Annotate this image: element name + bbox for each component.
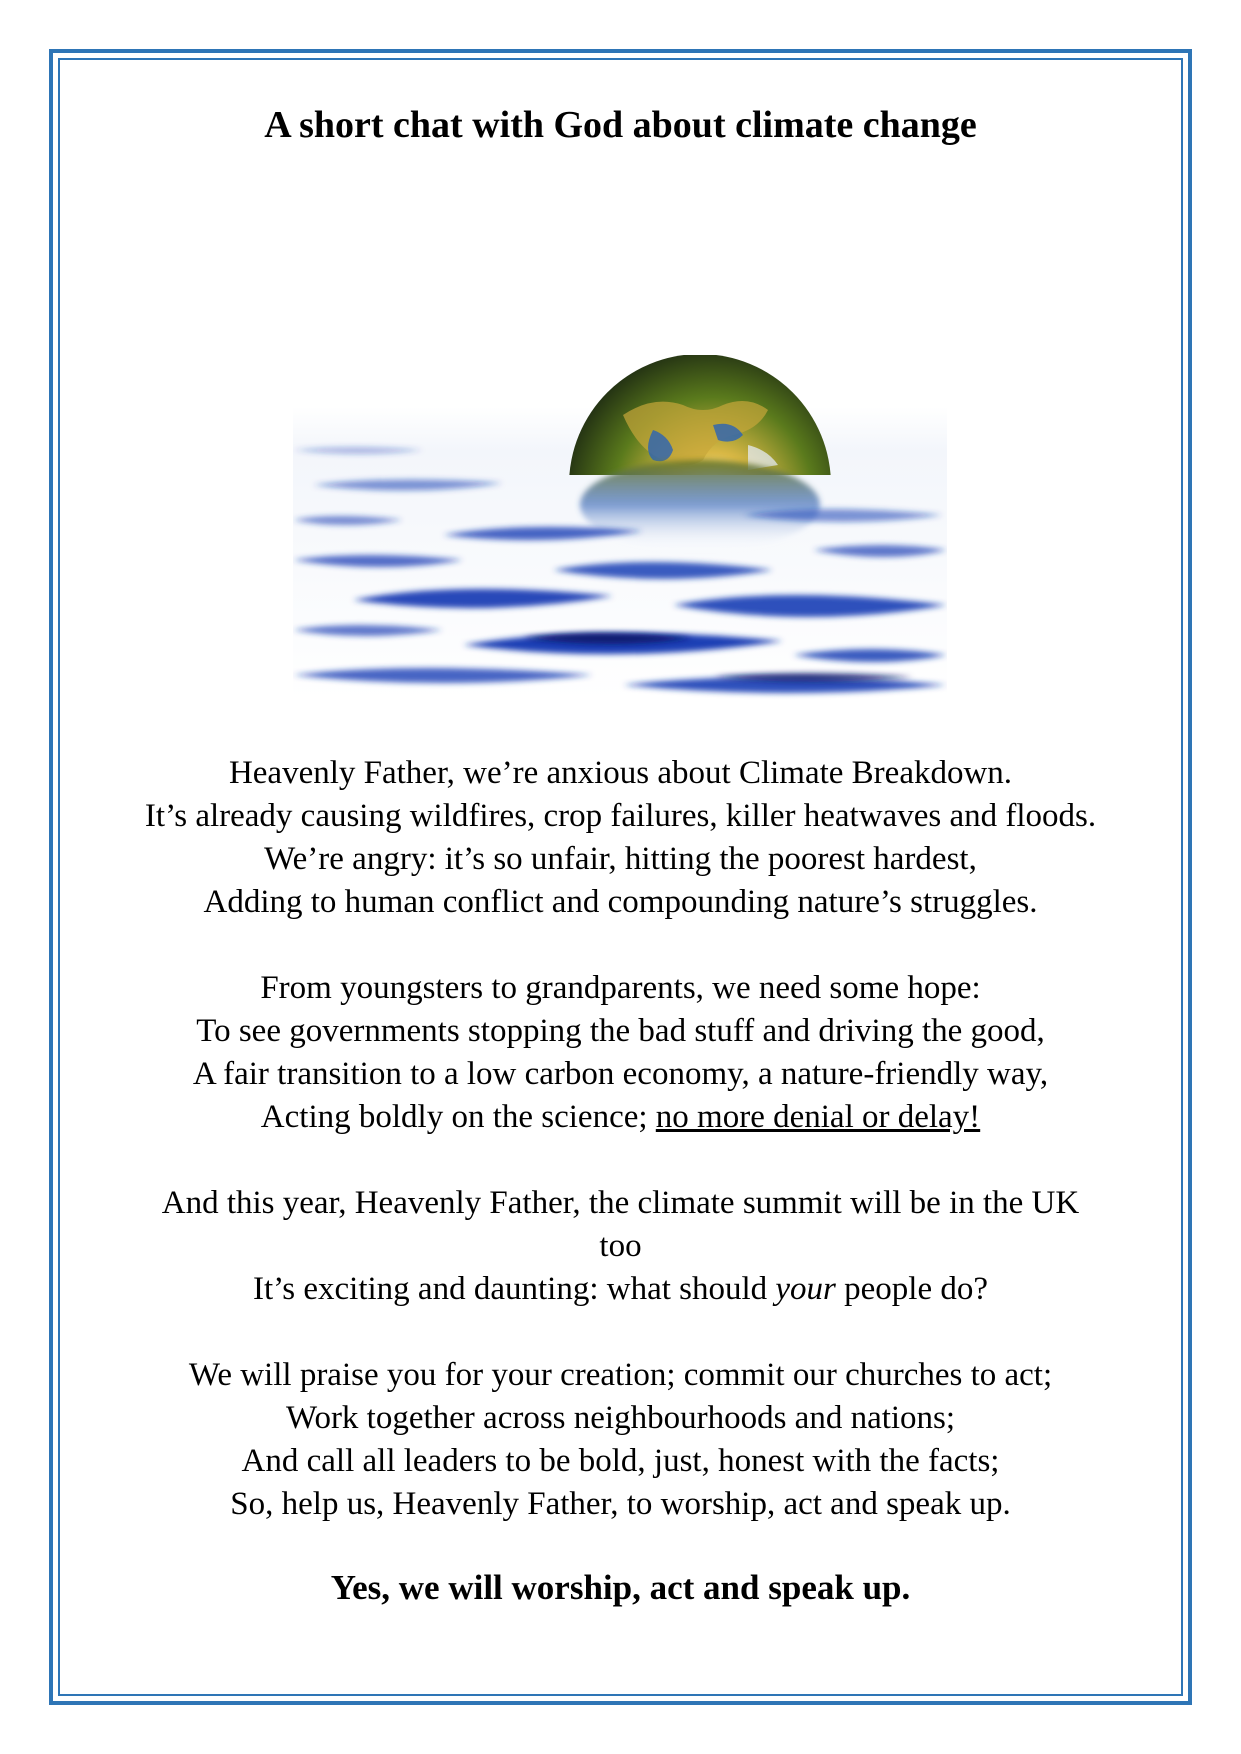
globe-in-water-image — [293, 355, 947, 700]
poem-line-text: It’s exciting and daunting: what should — [252, 1271, 776, 1307]
poem-line — [62, 1268, 1179, 1311]
poem-line: We will praise you for your creation; commit our churches to act; — [188, 1357, 1053, 1393]
poem-line: Heavenly Father, we’re anxious about Climate Breakdown. — [228, 755, 1013, 791]
poem-line — [62, 1096, 1179, 1139]
stanza-gap — [62, 924, 1179, 967]
poem-line-text: Acting boldly on the science; — [260, 1099, 656, 1135]
poem-line: Adding to human conflict and compounding nature’s struggles. — [203, 884, 1038, 920]
poem-line: From youngsters to grandparents, we need some hope: — [260, 970, 981, 1006]
poem-line: And call all leaders to be bold, just, honest with the facts; — [241, 1443, 1000, 1479]
stanza-3 — [62, 1182, 1179, 1311]
poem-line: We’re angry: it’s so unfair, hitting the poorest hardest, — [264, 841, 977, 877]
stanza-4 — [62, 1354, 1179, 1526]
poem-line: too — [599, 1228, 642, 1264]
poem-line: It’s already causing wildfires, crop failures, killer heatwaves and floods. — [144, 798, 1097, 834]
closing-response: Yes, we will worship, act and speak up. — [330, 1568, 911, 1607]
page-title: A short chat with God about climate change — [264, 104, 977, 146]
emphasized-word: your — [775, 1271, 836, 1307]
poem-line: A fair transition to a low carbon economy, a nature-friendly way, — [192, 1056, 1049, 1092]
poem-line-text: people do? — [835, 1271, 989, 1307]
prayer-poem — [62, 752, 1179, 1526]
stanza-2 — [62, 967, 1179, 1139]
stanza-1 — [62, 752, 1179, 924]
poem-line: So, help us, Heavenly Father, to worship, act and speak up. — [230, 1486, 1011, 1522]
poem-line: To see governments stopping the bad stuff and driving the good, — [196, 1013, 1045, 1049]
poem-line: Work together across neighbourhoods and nations; — [285, 1400, 956, 1436]
stanza-gap — [62, 1311, 1179, 1354]
underlined-phrase: no more denial or delay! — [655, 1099, 981, 1135]
poem-line: And this year, Heavenly Father, the climate summit will be in the UK — [161, 1185, 1080, 1221]
stanza-gap — [62, 1139, 1179, 1182]
